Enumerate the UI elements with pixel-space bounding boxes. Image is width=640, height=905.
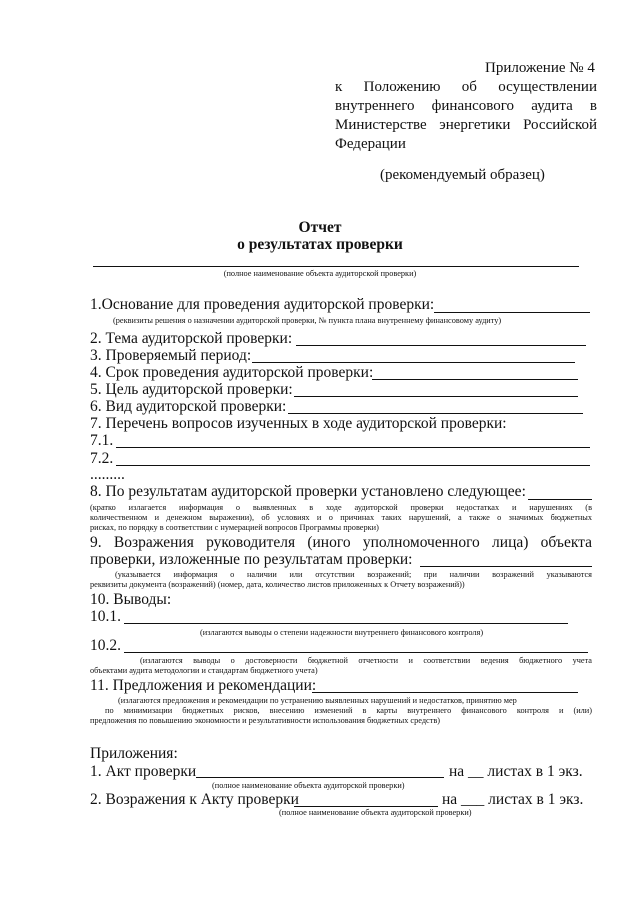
item-9-note-2: реквизиты документа (возражений) (номер, дата, количество листов приложенных к Отчету возражений)) [90,580,465,589]
item-7-label: 7. Перечень вопросов изученных в ходе аудиторской проверки: [90,415,507,432]
item-5-line [294,396,578,397]
item-10-1-line [124,623,568,624]
attachment-1-tail: на __ листах в 1 экз. [449,763,583,780]
attachment-1-note: (полное наименование объекта аудиторской проверки) [212,781,405,790]
item-2-label: 2. Тема аудиторской проверки: [90,330,293,347]
item-9-line [420,566,592,567]
item-3-line [252,362,575,363]
item-3-label: 3. Проверяемый период: [90,347,252,364]
item-7-1-label: 7.1. [90,432,114,449]
item-1-note: (реквизиты решения о назначении аудиторской проверки, № пункта плана внутреннему финансовому аудиту) [113,316,502,325]
item-10-1-label: 10.1. [90,608,121,625]
item-6-line [288,413,583,414]
item-7-dots: ......... [90,466,125,483]
item-8-note-3: рисках, по порядку в соответствии с нумерацией вопросов Программы проверки) [90,523,379,532]
item-11-note-3: предложения по повышению экономности и результативности использования бюджетных средств) [90,716,441,725]
item-5-label: 5. Цель аудиторской проверки: [90,381,293,398]
attachments-heading: Приложения: [90,745,178,762]
item-4-line [372,379,578,380]
item-11-label: 11. Предложения и рекомендации: [90,677,317,694]
item-1-label: 1.Основание для проведения аудиторской проверки: [90,296,435,313]
header-line-4: Федерации [335,136,406,152]
item-7-1-line [116,447,590,448]
item-11-note-2: по минимизации бюджетных рисков, внесению изменений в карты внутреннего финансового контроля и (или) [105,706,592,715]
item-4-label: 4. Срок проведения аудиторской проверки: [90,364,374,381]
item-10-2-label: 10.2. [90,637,121,654]
item-10-2-note-1: (излагаются выводы о достоверности бюджетной отчетности и соответствии ведения бюджетного учета [140,656,592,665]
header-line-2: внутреннего финансового аудита в [335,98,597,114]
item-8-line [528,499,592,500]
item-6-label: 6. Вид аудиторской проверки: [90,398,287,415]
item-8-note-2: количественном и денежном выражении), об условиях и о причинах таких нарушений, а также о значимых бюджетных [90,513,592,522]
item-10-2-line [124,652,588,653]
attachment-2-line [294,806,438,807]
header-line-3: Министерстве энергетики Российской [335,117,597,133]
item-1-line [434,312,590,313]
attachment-2-label: 2. Возражения к Акту проверки [90,791,299,808]
item-8-note-1: (кратко излагается информация о выявленных в ходе аудиторской проверки недостатках и нарушениях (в [90,503,592,512]
item-11-line [312,692,578,693]
item-2-line [296,345,586,346]
object-name-note: (полное наименование объекта аудиторской проверки) [223,269,417,278]
header-line-1: к Положению об осуществлении [335,79,597,95]
report-title: Отчет [298,219,342,236]
item-10-1-note: (излагаются выводы о степени надежности внутреннего финансового контроля) [200,628,484,637]
object-name-line [93,266,579,267]
item-9-label-line-2: проверки, изложенные по результатам проверки: [90,551,413,568]
item-9-label-line-1: 9. Возражения руководителя (иного уполномоченного лица) объекта [90,534,592,551]
attachment-1-line [196,777,444,778]
recommended-sample: (рекомендуемый образец) [380,167,545,183]
item-7-2-line [116,465,590,466]
item-10-label: 10. Выводы: [90,591,172,608]
appendix-number: Приложение № 4 [485,60,595,76]
item-9-note-1: (указывается информация о наличии или отсутствии возражений; при наличии возражений указываются [115,570,592,579]
item-7-2-label: 7.2. [90,450,114,467]
attachment-1-label: 1. Акт проверки [90,763,197,780]
item-10-2-note-2: объектами аудита методологии и стандартам бюджетного учета) [90,666,318,675]
item-8-label: 8. По результатам аудиторской проверки установлено следующее: [90,483,526,500]
item-11-note-1: (излагаются предложения и рекомендации по устранению выявленных нарушений и недостатков, принятию мер [118,696,517,705]
attachment-2-tail: на ___ листах в 1 экз. [442,791,584,808]
report-subtitle: о результатах проверки [237,236,403,253]
attachment-2-note: (полное наименование объекта аудиторской проверки) [279,808,472,817]
